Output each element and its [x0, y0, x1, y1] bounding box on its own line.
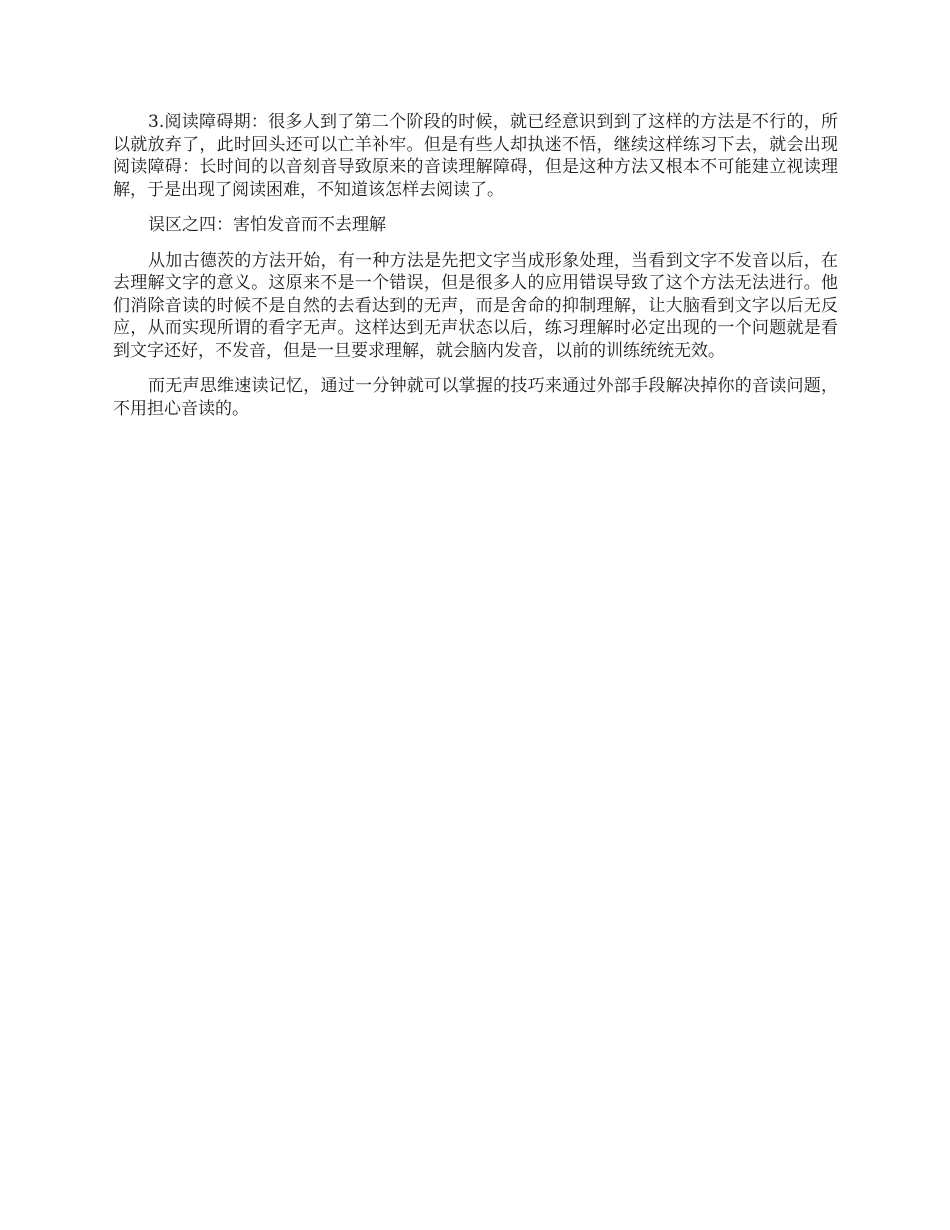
document-body: [113, 111, 838, 433]
paragraph-conclusion: 而无声思维速读记忆，通过一分钟就可以掌握的技巧来通过外部手段解决掉你的音读问题，不用担心音读的。: [113, 376, 838, 419]
paragraph-reading-obstacle: 3.阅读障碍期：很多人到了第二个阶段的时候，就已经意识到到了这样的方法是不行的，所以就放弃了，此时回头还可以亡羊补牢。但是有些人却执迷不悟，继续这样练习下去，就会出现阅读障碍：长时间的以音刻音导致原来的音读理解障碍，但是这种方法又根本不可能建立视读理解，于是出现了阅读困难，不知道该怎样去阅读了。: [113, 112, 838, 200]
paragraph-method-description: 从加古德茨的方法开始，有一种方法是先把文字当成形象处理，当看到文字不发音以后，在去理解文字的意义。这原来不是一个错误，但是很多人的应用错误导致了这个方法无法进行。他们消除音读的时候不是自然的去看达到的无声，而是舍命的抑制理解，让大脑看到文字以后无反应，从而实现所谓的看字无声。这样达到无声状态以后，练习理解时必定出现的一个问题就是看到文字还好，不发音，但是一旦要求理解，就会脑内发音，以前的训练统统无效。: [113, 250, 838, 361]
section-heading-misconception-four: 误区之四：害怕发音而不去理解: [148, 215, 386, 235]
